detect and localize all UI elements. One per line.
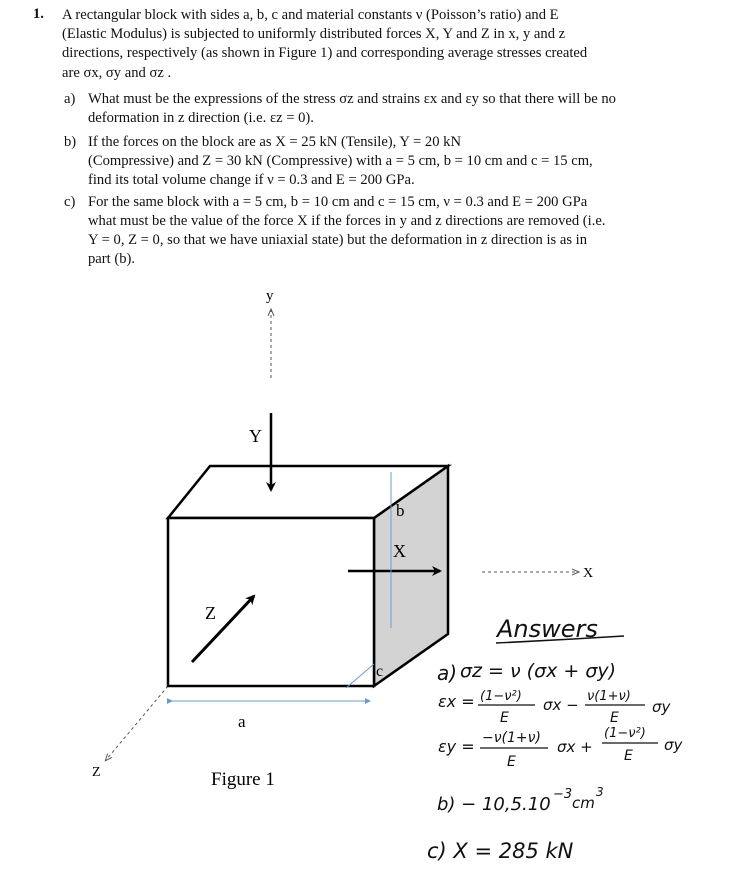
answer-ex-num2: ν(1+ν): [587, 689, 631, 704]
answer-ex-den1: E: [500, 710, 509, 726]
answer-ey-mid: σx +: [557, 738, 593, 756]
answer-a-sigma: σz = ν (σx + σy): [460, 660, 617, 682]
answer-b-unit: cm: [572, 794, 595, 812]
answer-a-label: a): [437, 661, 458, 685]
part-b-label: b): [64, 134, 77, 150]
part-c-line-4: part (b).: [88, 251, 136, 267]
answer-b: b) − 10,5.10: [437, 794, 551, 815]
part-c-line-2: what must be the value of the force X if the forces in y and z directions are removed (i.e.: [88, 213, 606, 229]
answer-ex-mid: σx −: [543, 696, 579, 714]
answer-c: c) X = 285 kN: [427, 839, 574, 863]
answer-b-exp: −3: [553, 787, 573, 802]
part-b-line-2: (Compressive) and Z = 30 kN (Compressive) with a = 5 cm, b = 10 cm and c = 15 cm,: [88, 153, 593, 169]
figure-caption: Figure 1: [211, 769, 275, 790]
answer-ey-tail: σy: [664, 736, 683, 754]
part-c-line-1: For the same block with a = 5 cm, b = 10 cm and c = 15 cm, ν = 0.3 and E = 200 GPa: [88, 194, 588, 210]
part-b-line-1: If the forces on the block are as X = 25 kN (Tensile), Y = 20 kN: [88, 134, 462, 150]
answer-ey-den2: E: [624, 748, 633, 764]
answer-ex-num1: (1−ν²): [480, 689, 522, 704]
part-a-line-2: deformation in z direction (i.e. εz = 0).: [88, 110, 314, 126]
part-a-label: a): [64, 91, 76, 107]
part-c-line-3: Y = 0, Z = 0, so that we have uniaxial state) but the deformation in z direction is as in: [88, 232, 588, 248]
force-x-label: X: [393, 541, 406, 561]
dimension-c-label: c: [376, 663, 384, 680]
answers-block: [427, 615, 684, 863]
intro-line-1: A rectangular block with sides a, b, c and material constants ν (Poisson’s ratio) and E: [62, 7, 559, 23]
answer-ex-lhs: εx =: [438, 692, 475, 711]
answer-ex-den2: E: [610, 710, 619, 726]
intro-line-3: directions, respectively (as shown in Figure 1) and corresponding average stresses created: [62, 45, 588, 61]
part-c-label: c): [64, 194, 76, 210]
dimension-a-label: a: [238, 712, 246, 731]
force-z-label: Z: [205, 603, 216, 623]
answers-heading: Answers: [497, 615, 598, 643]
answer-ey-num1: −ν(1+ν): [482, 730, 541, 746]
part-a-line-1: What must be the expressions of the stress σz and strains εx and εy so that there will be no: [88, 91, 616, 107]
dimension-b-label: b: [396, 501, 405, 520]
answer-ey-den1: E: [507, 754, 516, 770]
answer-b-unit-exp: 3: [596, 785, 604, 799]
intro-line-4: are σx, σy and σz .: [62, 65, 172, 81]
answer-ey-lhs: εy =: [438, 737, 475, 756]
z-axis: [106, 686, 168, 760]
z-axis-label: Z: [92, 765, 101, 780]
answer-ex-tail: σy: [652, 698, 671, 716]
part-b-line-3: find its total volume change if ν = 0.3 and E = 200 GPa.: [88, 172, 415, 188]
intro-line-2: (Elastic Modulus) is subjected to uniformly distributed forces X, Y and Z in x, y and z: [62, 26, 566, 42]
x-axis-label: X: [583, 566, 594, 581]
y-axis-label: y: [266, 288, 274, 304]
answer-ey-num2: (1−ν²): [604, 726, 646, 741]
block-front-face: [168, 518, 374, 686]
problem-number: 1.: [33, 6, 44, 22]
force-y-label: Y: [249, 426, 262, 446]
